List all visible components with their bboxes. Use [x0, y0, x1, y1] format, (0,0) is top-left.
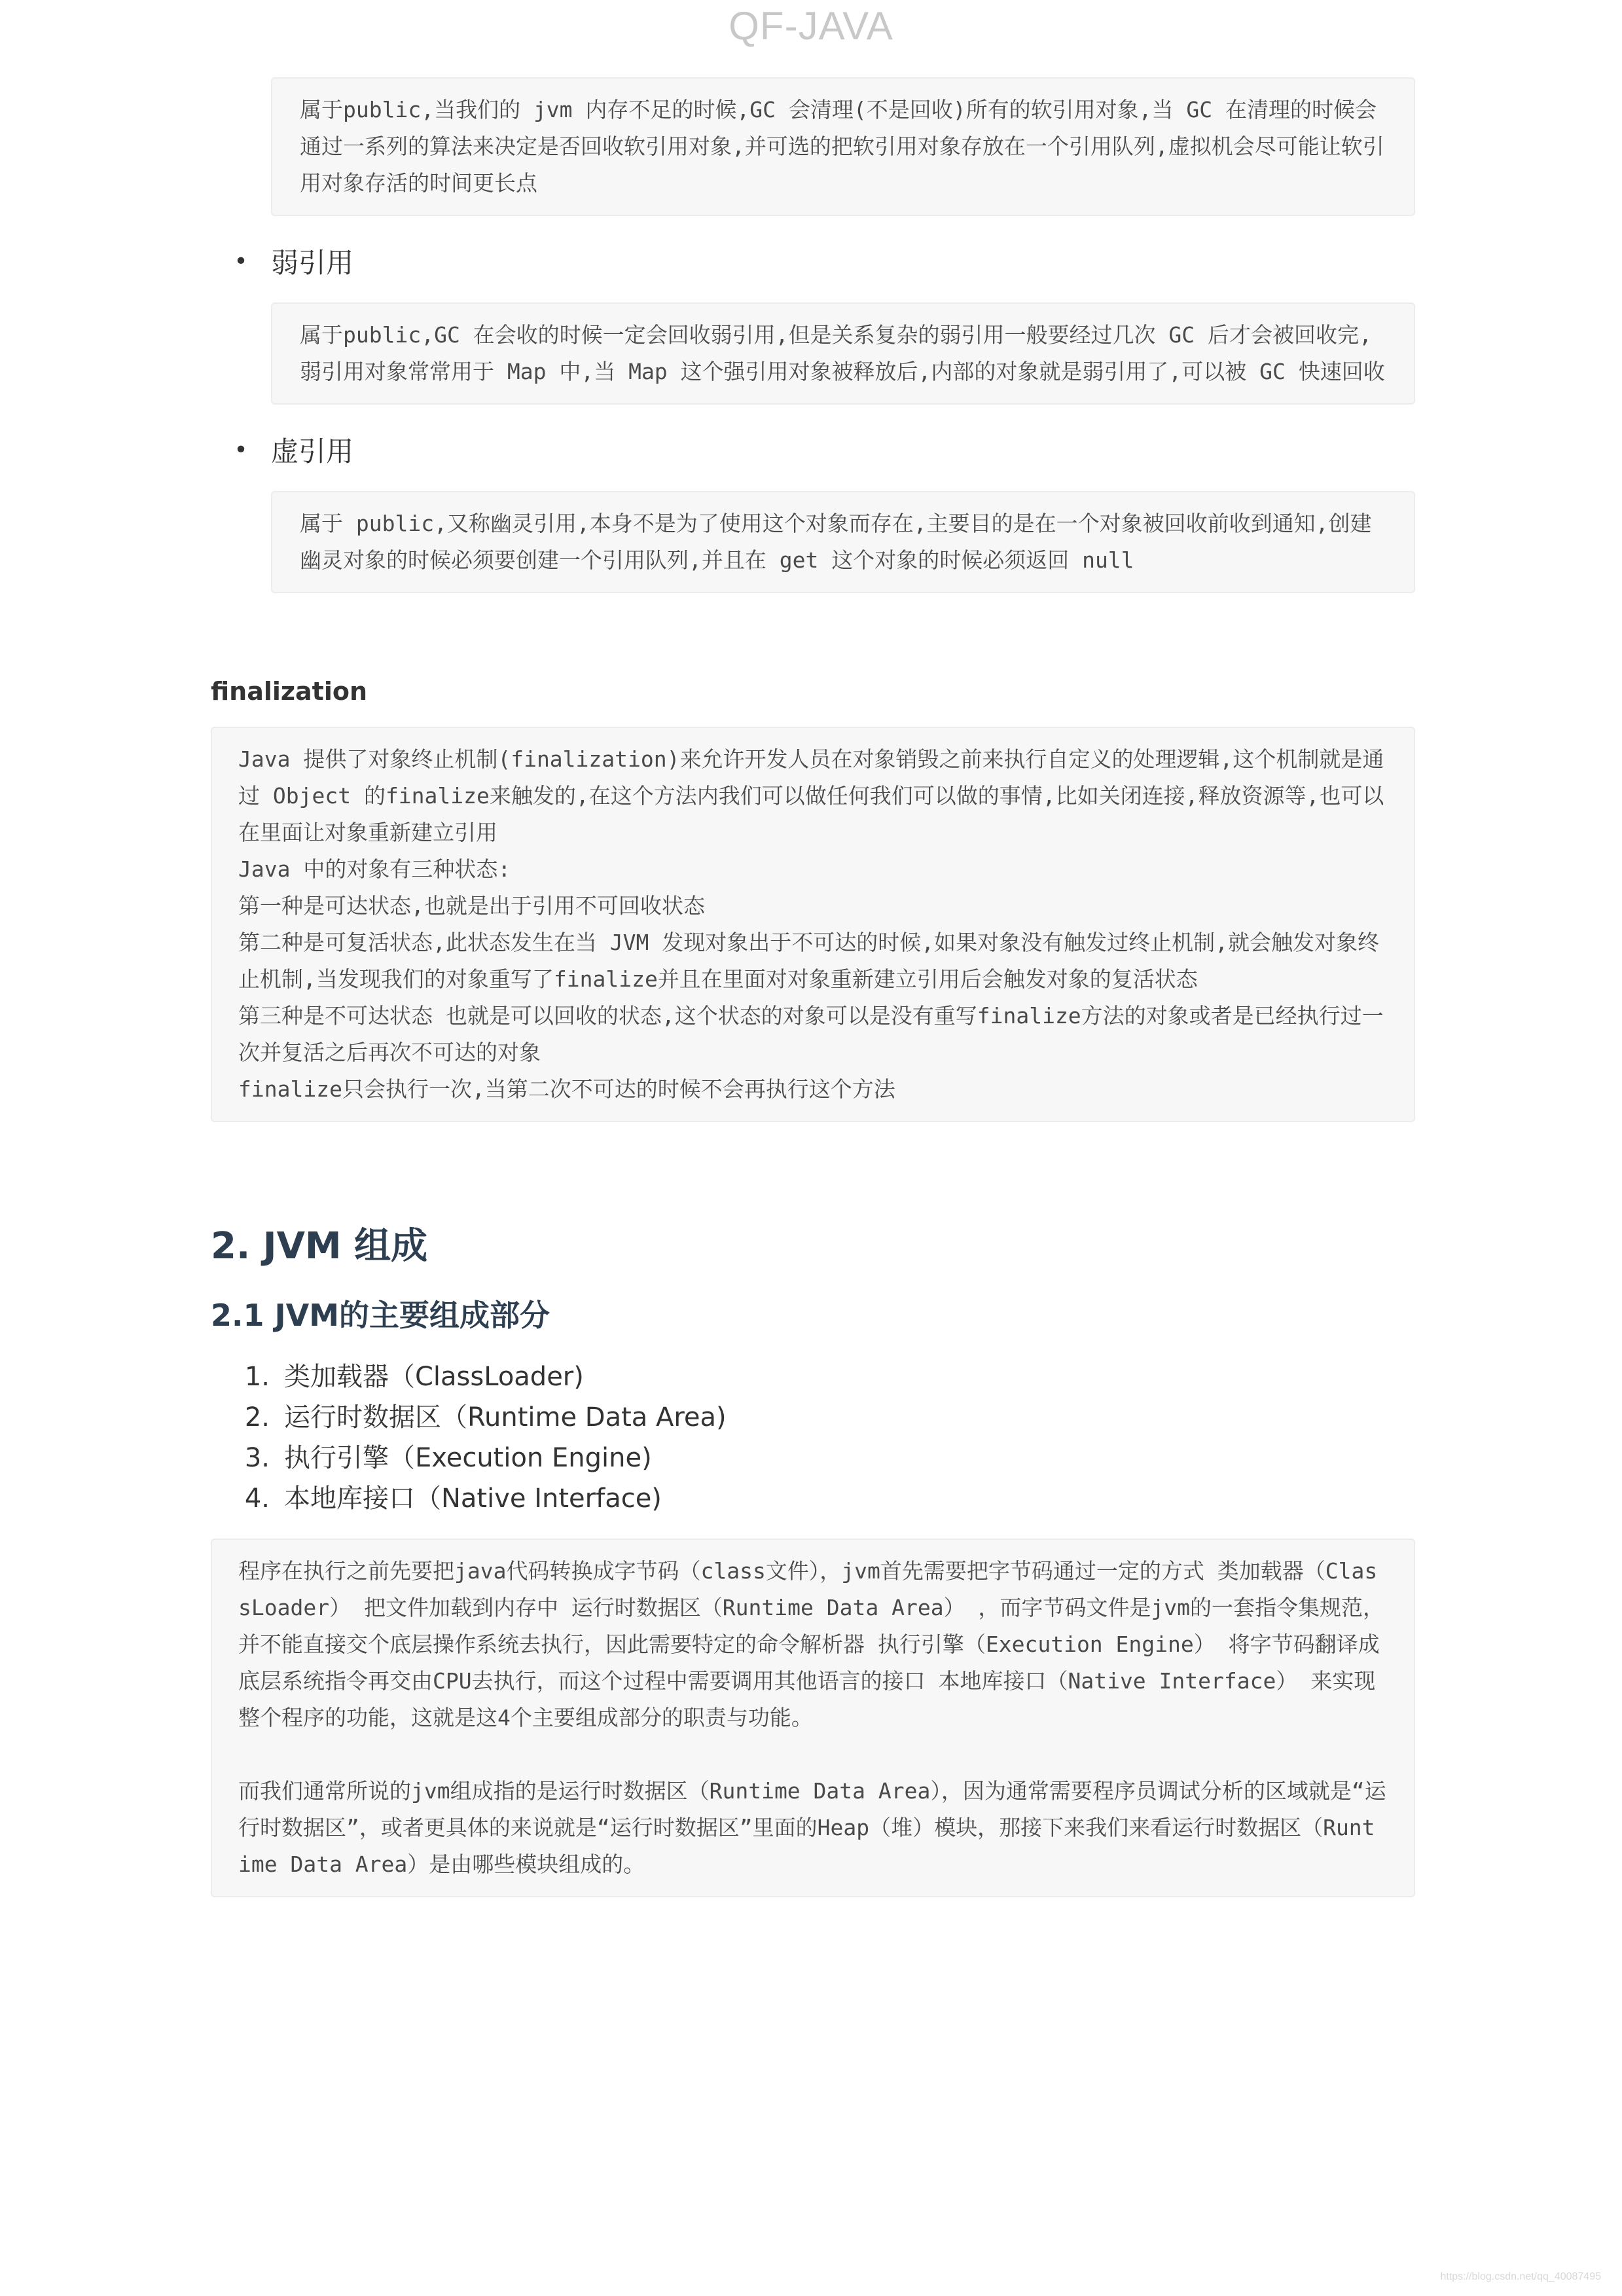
list-label: 本地库接口（Native Interface) — [284, 1484, 662, 1514]
list-number: 2. — [244, 1402, 270, 1432]
list-item — [211, 1397, 1415, 1438]
list-label: 执行引擎（Execution Engine) — [284, 1443, 652, 1473]
list-label: 类加载器（ClassLoader) — [284, 1362, 584, 1392]
list-item — [211, 1357, 1415, 1397]
soft-reference-text: 属于public,当我们的 jvm 内存不足的时候,GC 会清理(不是回收)所有的软引用对象,当 GC 在清理的时候会通过一系列的算法来决定是否回收软引用对象,并可选的把软引用对象存放在一个引用队列,虚拟机会尽可能让软引用对象存活的时间更长点 — [300, 97, 1384, 196]
phantom-reference-label: 虚引用 — [271, 435, 354, 467]
weak-reference-item — [211, 238, 1415, 284]
bullet-icon: • — [234, 247, 248, 275]
phantom-reference-quote — [271, 491, 1415, 593]
list-number: 4. — [244, 1484, 270, 1514]
finalization-line: Java 提供了对象终止机制(finalization)来允许开发人员在对象销毁之前来执行自定义的处理逻辑,这个机制就是通过 Object 的finalize来触发的,在这个方法内我们可以做任何我们可以做的事情,比如关闭连接,释放资源等,也可以在里面让对象重新建立引用 — [238, 746, 1384, 845]
jvm-explanation-paragraph: 程序在执行之前先要把java代码转换成字节码（class文件），jvm首先需要把字节码通过一定的方式 类加载器（ClassLoader） 把文件加载到内存中 运行时数据区（Runtime Data Area） ，而字节码文件是jvm的一套指令集规范，并不能直接交个底层操作系统去执行，因此需要特定的命令解析器 执行引擎（Execution Engine） 将字节码翻译成底层系统指令再交由CPU去执行，而这个过程中需要调用其他语言的接口 本地库接口（Native Interface） 来实现整个程序的功能，这就是这4个主要组成部分的职责与功能。 — [238, 1558, 1385, 1730]
finalization-line: 第三种是不可达状态 也就是可以回收的状态,这个状态的对象可以是没有重写finalize方法的对象或者是已经执行过一次并复活之后再次不可达的对象 — [238, 1003, 1384, 1065]
phantom-reference-item — [211, 427, 1415, 473]
list-label: 运行时数据区（Runtime Data Area) — [284, 1402, 727, 1432]
subsection-heading-main-parts: 2.1 JVM的主要组成部分 — [211, 1298, 550, 1333]
finalization-line: Java 中的对象有三种状态: — [238, 856, 511, 882]
list-item — [211, 1438, 1415, 1478]
section-heading-jvm-composition: 2. JVM 组成 — [211, 1225, 428, 1267]
finalization-line: finalize只会执行一次,当第二次不可达的时候不会再执行这个方法 — [238, 1076, 895, 1102]
page-header-title: QF-JAVA — [729, 4, 893, 48]
finalization-heading: finalization — [211, 677, 368, 706]
jvm-explanation-block — [211, 1539, 1415, 1897]
phantom-reference-text: 属于 public,又称幽灵引用,本身不是为了使用这个对象而存在,主要目的是在一个对象被回收前收到通知,创建幽灵对象的时候必须要创建一个引用队列,并且在 get 这个对象的时候必须返回 null — [300, 511, 1372, 573]
finalization-line: 第二种是可复活状态,此状态发生在当 JVM 发现对象出于不可达的时候,如果对象没有触发过终止机制,就会触发对象终止机制,当发现我们的对象重写了finalize并且在里面对对象重新建立引用后会触发对象的复活状态 — [238, 930, 1379, 992]
jvm-runtime-area-paragraph: 而我们通常所说的jvm组成指的是运行时数据区（Runtime Data Area），因为通常需要程序员调试分析的区域就是“运行时数据区”，或者更具体的来说就是“运行时数据区”里面的Heap（堆）模块，那接下来我们来看运行时数据区（Runtime Data Area）是由哪些模块组成的。 — [238, 1778, 1386, 1877]
list-number: 3. — [244, 1443, 270, 1473]
document-content — [211, 77, 1415, 1897]
list-item — [211, 1478, 1415, 1519]
finalization-line: 第一种是可达状态,也就是出于引用不可回收状态 — [238, 893, 705, 919]
soft-reference-quote — [271, 77, 1415, 216]
jvm-parts-list — [211, 1357, 1415, 1519]
finalization-code-block — [211, 727, 1415, 1122]
watermark-text: https://blog.csdn.net/qq_40087495 — [1440, 2271, 1601, 2282]
bullet-icon: • — [234, 436, 248, 464]
weak-reference-label: 弱引用 — [271, 247, 354, 279]
list-number: 1. — [244, 1362, 270, 1392]
weak-reference-text: 属于public,GC 在会收的时候一定会回收弱引用,但是关系复杂的弱引用一般要经过几次 GC 后才会被回收完,弱引用对象常常用于 Map 中,当 Map 这个强引用对象被释放后,内部的对象就是弱引用了,可以被 GC 快速回收 — [300, 322, 1385, 384]
weak-reference-quote — [271, 302, 1415, 405]
